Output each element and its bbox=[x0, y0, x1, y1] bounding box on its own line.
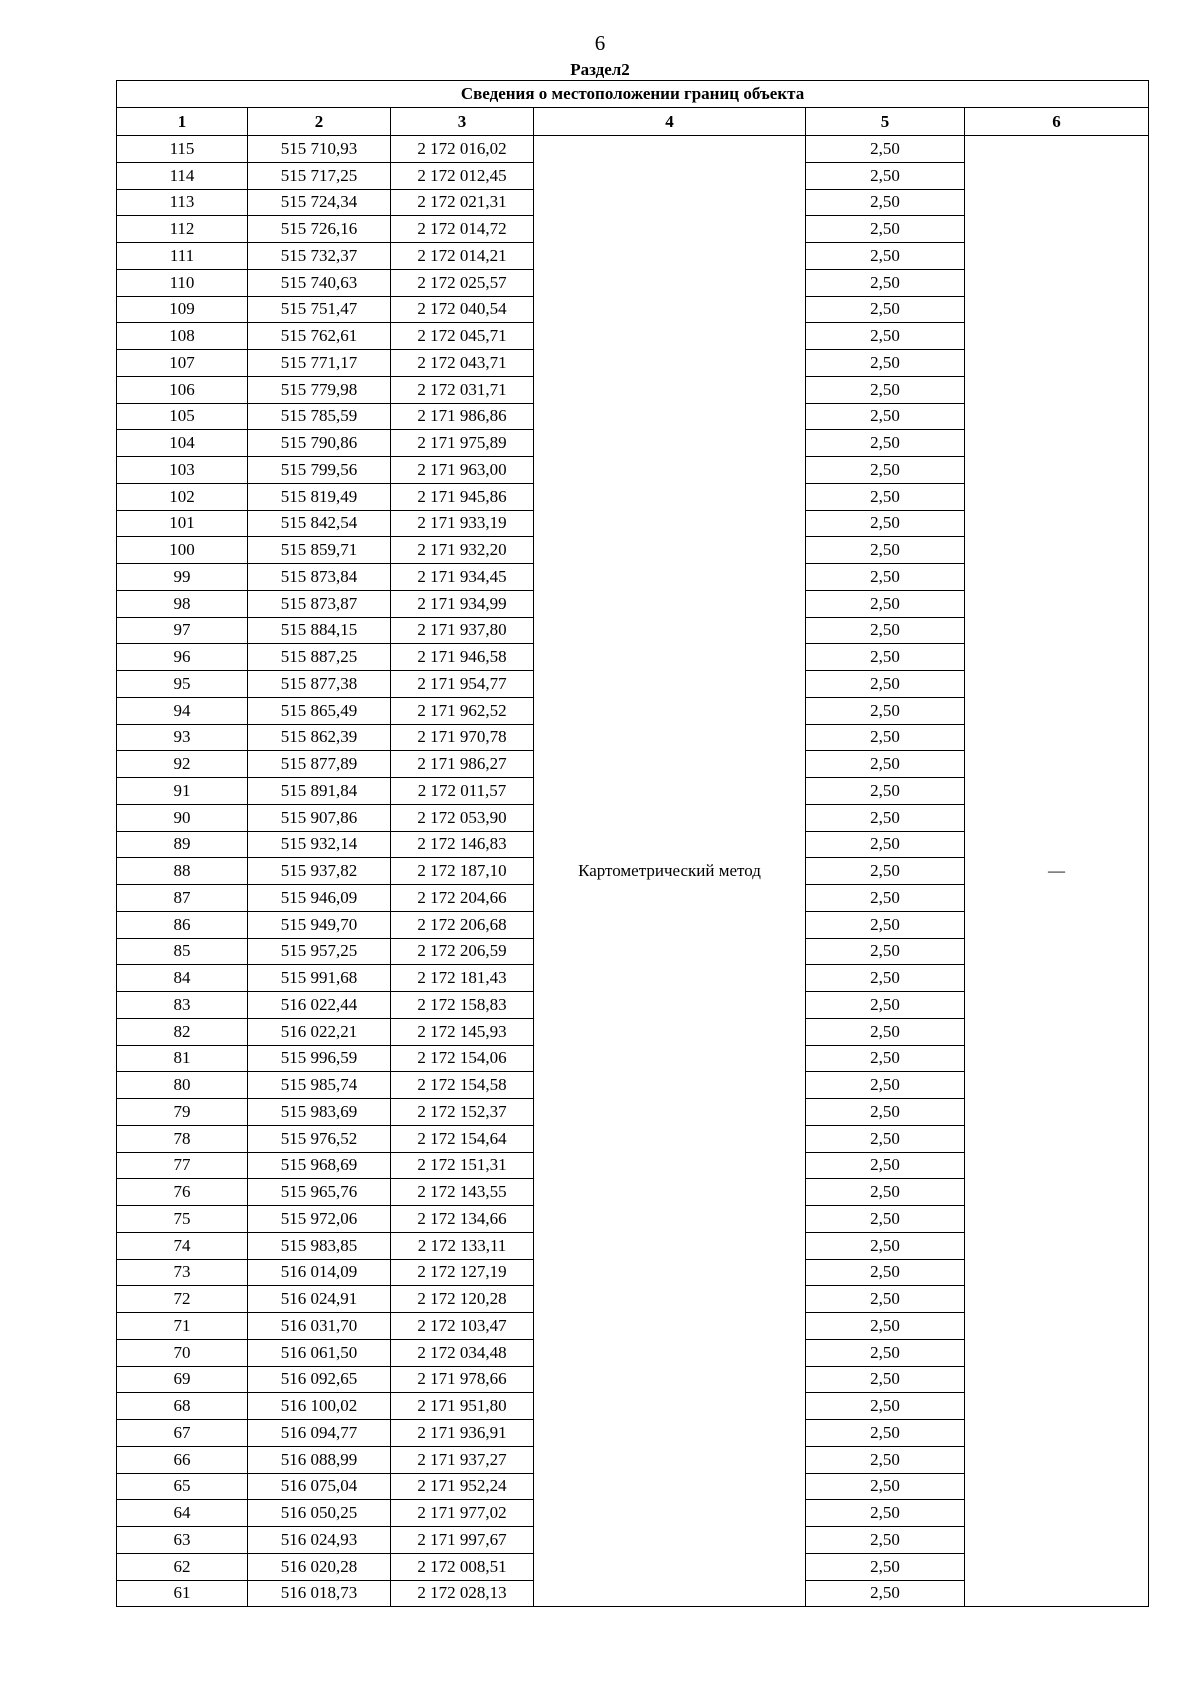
point-number-cell: 100 bbox=[117, 537, 248, 564]
point-number-cell: 88 bbox=[117, 858, 248, 885]
y-coordinate-cell: 2 172 145,93 bbox=[391, 1018, 534, 1045]
accuracy-cell: 2,50 bbox=[806, 269, 965, 296]
accuracy-cell: 2,50 bbox=[806, 1446, 965, 1473]
point-number-cell: 99 bbox=[117, 564, 248, 591]
accuracy-cell: 2,50 bbox=[806, 1366, 965, 1393]
y-coordinate-cell: 2 171 934,99 bbox=[391, 590, 534, 617]
x-coordinate-cell: 515 957,25 bbox=[248, 938, 391, 965]
point-number-cell: 87 bbox=[117, 885, 248, 912]
point-number-cell: 69 bbox=[117, 1366, 248, 1393]
x-coordinate-cell: 515 785,59 bbox=[248, 403, 391, 430]
x-coordinate-cell: 515 937,82 bbox=[248, 858, 391, 885]
accuracy-cell: 2,50 bbox=[806, 1313, 965, 1340]
x-coordinate-cell: 516 050,25 bbox=[248, 1500, 391, 1527]
point-number-cell: 113 bbox=[117, 189, 248, 216]
y-coordinate-cell: 2 171 937,80 bbox=[391, 617, 534, 644]
point-number-cell: 68 bbox=[117, 1393, 248, 1420]
accuracy-cell: 2,50 bbox=[806, 644, 965, 671]
y-coordinate-cell: 2 171 936,91 bbox=[391, 1420, 534, 1447]
y-coordinate-cell: 2 172 045,71 bbox=[391, 323, 534, 350]
y-coordinate-cell: 2 172 028,13 bbox=[391, 1580, 534, 1607]
y-coordinate-cell: 2 172 206,59 bbox=[391, 938, 534, 965]
y-coordinate-cell: 2 171 986,86 bbox=[391, 403, 534, 430]
point-number-cell: 67 bbox=[117, 1420, 248, 1447]
accuracy-cell: 2,50 bbox=[806, 911, 965, 938]
y-coordinate-cell: 2 171 962,52 bbox=[391, 697, 534, 724]
point-number-cell: 97 bbox=[117, 617, 248, 644]
page-number: 6 bbox=[594, 31, 606, 55]
y-coordinate-cell: 2 172 008,51 bbox=[391, 1553, 534, 1580]
column-header-5: 5 bbox=[806, 108, 965, 136]
y-coordinate-cell: 2 172 043,71 bbox=[391, 350, 534, 377]
point-number-cell: 63 bbox=[117, 1527, 248, 1554]
x-coordinate-cell: 515 891,84 bbox=[248, 778, 391, 805]
y-coordinate-cell: 2 171 977,02 bbox=[391, 1500, 534, 1527]
x-coordinate-cell: 516 075,04 bbox=[248, 1473, 391, 1500]
accuracy-cell: 2,50 bbox=[806, 189, 965, 216]
x-coordinate-cell: 516 018,73 bbox=[248, 1580, 391, 1607]
accuracy-cell: 2,50 bbox=[806, 617, 965, 644]
y-coordinate-cell: 2 172 204,66 bbox=[391, 885, 534, 912]
accuracy-cell: 2,50 bbox=[806, 992, 965, 1019]
accuracy-cell: 2,50 bbox=[806, 430, 965, 457]
point-number-cell: 103 bbox=[117, 457, 248, 484]
y-coordinate-cell: 2 172 011,57 bbox=[391, 778, 534, 805]
point-number-cell: 110 bbox=[117, 269, 248, 296]
point-number-cell: 94 bbox=[117, 697, 248, 724]
y-coordinate-cell: 2 172 181,43 bbox=[391, 965, 534, 992]
point-number-cell: 79 bbox=[117, 1099, 248, 1126]
point-number-cell: 114 bbox=[117, 162, 248, 189]
accuracy-cell: 2,50 bbox=[806, 350, 965, 377]
accuracy-cell: 2,50 bbox=[806, 1232, 965, 1259]
point-number-cell: 82 bbox=[117, 1018, 248, 1045]
accuracy-cell: 2,50 bbox=[806, 1072, 965, 1099]
accuracy-cell: 2,50 bbox=[806, 1473, 965, 1500]
accuracy-cell: 2,50 bbox=[806, 1580, 965, 1607]
accuracy-cell: 2,50 bbox=[806, 457, 965, 484]
x-coordinate-cell: 515 732,37 bbox=[248, 243, 391, 270]
point-number-cell: 111 bbox=[117, 243, 248, 270]
accuracy-cell: 2,50 bbox=[806, 243, 965, 270]
x-coordinate-cell: 515 779,98 bbox=[248, 376, 391, 403]
point-number-cell: 106 bbox=[117, 376, 248, 403]
accuracy-cell: 2,50 bbox=[806, 590, 965, 617]
point-number-cell: 75 bbox=[117, 1206, 248, 1233]
y-coordinate-cell: 2 171 952,24 bbox=[391, 1473, 534, 1500]
accuracy-cell: 2,50 bbox=[806, 885, 965, 912]
y-coordinate-cell: 2 172 053,90 bbox=[391, 804, 534, 831]
x-coordinate-cell: 515 983,85 bbox=[248, 1232, 391, 1259]
point-number-cell: 83 bbox=[117, 992, 248, 1019]
y-coordinate-cell: 2 172 034,48 bbox=[391, 1339, 534, 1366]
table-caption: Сведения о местоположении границ объекта bbox=[117, 81, 1149, 108]
accuracy-cell: 2,50 bbox=[806, 1179, 965, 1206]
y-coordinate-cell: 2 172 158,83 bbox=[391, 992, 534, 1019]
x-coordinate-cell: 515 965,76 bbox=[248, 1179, 391, 1206]
accuracy-cell: 2,50 bbox=[806, 778, 965, 805]
y-coordinate-cell: 2 172 206,68 bbox=[391, 911, 534, 938]
accuracy-cell: 2,50 bbox=[806, 1018, 965, 1045]
point-number-cell: 61 bbox=[117, 1580, 248, 1607]
accuracy-cell: 2,50 bbox=[806, 1125, 965, 1152]
x-coordinate-cell: 515 751,47 bbox=[248, 296, 391, 323]
accuracy-cell: 2,50 bbox=[806, 1099, 965, 1126]
y-coordinate-cell: 2 171 975,89 bbox=[391, 430, 534, 457]
x-coordinate-cell: 515 842,54 bbox=[248, 510, 391, 537]
y-coordinate-cell: 2 171 963,00 bbox=[391, 457, 534, 484]
x-coordinate-cell: 515 873,87 bbox=[248, 590, 391, 617]
point-number-cell: 66 bbox=[117, 1446, 248, 1473]
accuracy-cell: 2,50 bbox=[806, 1286, 965, 1313]
point-number-cell: 64 bbox=[117, 1500, 248, 1527]
accuracy-cell: 2,50 bbox=[806, 751, 965, 778]
x-coordinate-cell: 516 024,93 bbox=[248, 1527, 391, 1554]
x-coordinate-cell: 516 024,91 bbox=[248, 1286, 391, 1313]
x-coordinate-cell: 516 020,28 bbox=[248, 1553, 391, 1580]
x-coordinate-cell: 515 873,84 bbox=[248, 564, 391, 591]
column-header-3: 3 bbox=[391, 108, 534, 136]
x-coordinate-cell: 515 972,06 bbox=[248, 1206, 391, 1233]
point-number-cell: 81 bbox=[117, 1045, 248, 1072]
accuracy-cell: 2,50 bbox=[806, 376, 965, 403]
y-coordinate-cell: 2 172 025,57 bbox=[391, 269, 534, 296]
y-coordinate-cell: 2 171 933,19 bbox=[391, 510, 534, 537]
y-coordinate-cell: 2 172 021,31 bbox=[391, 189, 534, 216]
point-number-cell: 77 bbox=[117, 1152, 248, 1179]
y-coordinate-cell: 2 171 932,20 bbox=[391, 537, 534, 564]
column-header-2: 2 bbox=[248, 108, 391, 136]
x-coordinate-cell: 515 949,70 bbox=[248, 911, 391, 938]
point-number-cell: 71 bbox=[117, 1313, 248, 1340]
point-number-cell: 107 bbox=[117, 350, 248, 377]
x-coordinate-cell: 515 799,56 bbox=[248, 457, 391, 484]
x-coordinate-cell: 516 088,99 bbox=[248, 1446, 391, 1473]
point-number-cell: 74 bbox=[117, 1232, 248, 1259]
x-coordinate-cell: 515 740,63 bbox=[248, 269, 391, 296]
x-coordinate-cell: 515 991,68 bbox=[248, 965, 391, 992]
x-coordinate-cell: 516 014,09 bbox=[248, 1259, 391, 1286]
x-coordinate-cell: 515 859,71 bbox=[248, 537, 391, 564]
y-coordinate-cell: 2 171 934,45 bbox=[391, 564, 534, 591]
y-coordinate-cell: 2 172 040,54 bbox=[391, 296, 534, 323]
x-coordinate-cell: 515 724,34 bbox=[248, 189, 391, 216]
x-coordinate-cell: 516 094,77 bbox=[248, 1420, 391, 1447]
x-coordinate-cell: 515 771,17 bbox=[248, 350, 391, 377]
point-number-cell: 72 bbox=[117, 1286, 248, 1313]
point-number-cell: 108 bbox=[117, 323, 248, 350]
accuracy-cell: 2,50 bbox=[806, 1500, 965, 1527]
accuracy-cell: 2,50 bbox=[806, 136, 965, 163]
y-coordinate-cell: 2 172 120,28 bbox=[391, 1286, 534, 1313]
x-coordinate-cell: 515 790,86 bbox=[248, 430, 391, 457]
accuracy-cell: 2,50 bbox=[806, 1206, 965, 1233]
accuracy-cell: 2,50 bbox=[806, 1045, 965, 1072]
boundary-coordinates-table bbox=[116, 80, 1149, 1607]
accuracy-cell: 2,50 bbox=[806, 483, 965, 510]
point-number-cell: 95 bbox=[117, 671, 248, 698]
y-coordinate-cell: 2 171 951,80 bbox=[391, 1393, 534, 1420]
y-coordinate-cell: 2 172 154,58 bbox=[391, 1072, 534, 1099]
point-number-cell: 98 bbox=[117, 590, 248, 617]
point-number-cell: 91 bbox=[117, 778, 248, 805]
point-number-cell: 85 bbox=[117, 938, 248, 965]
point-number-cell: 70 bbox=[117, 1339, 248, 1366]
y-coordinate-cell: 2 171 997,67 bbox=[391, 1527, 534, 1554]
x-coordinate-cell: 516 100,02 bbox=[248, 1393, 391, 1420]
accuracy-cell: 2,50 bbox=[806, 1420, 965, 1447]
x-coordinate-cell: 515 946,09 bbox=[248, 885, 391, 912]
accuracy-cell: 2,50 bbox=[806, 162, 965, 189]
table-row bbox=[117, 136, 1149, 163]
accuracy-cell: 2,50 bbox=[806, 965, 965, 992]
accuracy-cell: 2,50 bbox=[806, 1339, 965, 1366]
point-number-cell: 65 bbox=[117, 1473, 248, 1500]
column-header-4: 4 bbox=[534, 108, 806, 136]
point-number-cell: 109 bbox=[117, 296, 248, 323]
x-coordinate-cell: 515 884,15 bbox=[248, 617, 391, 644]
y-coordinate-cell: 2 172 152,37 bbox=[391, 1099, 534, 1126]
x-coordinate-cell: 515 983,69 bbox=[248, 1099, 391, 1126]
x-coordinate-cell: 515 865,49 bbox=[248, 697, 391, 724]
x-coordinate-cell: 515 819,49 bbox=[248, 483, 391, 510]
point-number-cell: 104 bbox=[117, 430, 248, 457]
accuracy-cell: 2,50 bbox=[806, 1527, 965, 1554]
y-coordinate-cell: 2 172 146,83 bbox=[391, 831, 534, 858]
accuracy-cell: 2,50 bbox=[806, 564, 965, 591]
accuracy-cell: 2,50 bbox=[806, 804, 965, 831]
y-coordinate-cell: 2 172 154,06 bbox=[391, 1045, 534, 1072]
x-coordinate-cell: 515 717,25 bbox=[248, 162, 391, 189]
accuracy-cell: 2,50 bbox=[806, 938, 965, 965]
point-number-cell: 62 bbox=[117, 1553, 248, 1580]
point-number-cell: 93 bbox=[117, 724, 248, 751]
column-6-value-cell: — bbox=[965, 136, 1149, 1607]
accuracy-cell: 2,50 bbox=[806, 403, 965, 430]
x-coordinate-cell: 516 031,70 bbox=[248, 1313, 391, 1340]
y-coordinate-cell: 2 172 014,72 bbox=[391, 216, 534, 243]
x-coordinate-cell: 515 907,86 bbox=[248, 804, 391, 831]
accuracy-cell: 2,50 bbox=[806, 537, 965, 564]
x-coordinate-cell: 516 022,21 bbox=[248, 1018, 391, 1045]
accuracy-cell: 2,50 bbox=[806, 1393, 965, 1420]
accuracy-cell: 2,50 bbox=[806, 296, 965, 323]
x-coordinate-cell: 515 762,61 bbox=[248, 323, 391, 350]
x-coordinate-cell: 515 996,59 bbox=[248, 1045, 391, 1072]
y-coordinate-cell: 2 172 134,66 bbox=[391, 1206, 534, 1233]
x-coordinate-cell: 515 887,25 bbox=[248, 644, 391, 671]
y-coordinate-cell: 2 171 986,27 bbox=[391, 751, 534, 778]
accuracy-cell: 2,50 bbox=[806, 858, 965, 885]
method-cell: Картометрический метод bbox=[534, 136, 806, 1607]
column-header-1: 1 bbox=[117, 108, 248, 136]
y-coordinate-cell: 2 172 127,19 bbox=[391, 1259, 534, 1286]
y-coordinate-cell: 2 172 151,31 bbox=[391, 1152, 534, 1179]
accuracy-cell: 2,50 bbox=[806, 831, 965, 858]
x-coordinate-cell: 516 022,44 bbox=[248, 992, 391, 1019]
y-coordinate-cell: 2 172 133,11 bbox=[391, 1232, 534, 1259]
point-number-cell: 102 bbox=[117, 483, 248, 510]
point-number-cell: 73 bbox=[117, 1259, 248, 1286]
x-coordinate-cell: 515 976,52 bbox=[248, 1125, 391, 1152]
y-coordinate-cell: 2 171 946,58 bbox=[391, 644, 534, 671]
x-coordinate-cell: 515 932,14 bbox=[248, 831, 391, 858]
point-number-cell: 84 bbox=[117, 965, 248, 992]
point-number-cell: 86 bbox=[117, 911, 248, 938]
y-coordinate-cell: 2 172 143,55 bbox=[391, 1179, 534, 1206]
x-coordinate-cell: 515 877,89 bbox=[248, 751, 391, 778]
y-coordinate-cell: 2 171 954,77 bbox=[391, 671, 534, 698]
point-number-cell: 76 bbox=[117, 1179, 248, 1206]
y-coordinate-cell: 2 172 014,21 bbox=[391, 243, 534, 270]
y-coordinate-cell: 2 172 031,71 bbox=[391, 376, 534, 403]
x-coordinate-cell: 515 726,16 bbox=[248, 216, 391, 243]
x-coordinate-cell: 515 877,38 bbox=[248, 671, 391, 698]
section-title: Раздел2 bbox=[570, 60, 630, 79]
point-number-cell: 90 bbox=[117, 804, 248, 831]
point-number-cell: 96 bbox=[117, 644, 248, 671]
y-coordinate-cell: 2 172 154,64 bbox=[391, 1125, 534, 1152]
point-number-cell: 78 bbox=[117, 1125, 248, 1152]
x-coordinate-cell: 515 710,93 bbox=[248, 136, 391, 163]
point-number-cell: 92 bbox=[117, 751, 248, 778]
point-number-cell: 89 bbox=[117, 831, 248, 858]
accuracy-cell: 2,50 bbox=[806, 1259, 965, 1286]
x-coordinate-cell: 515 985,74 bbox=[248, 1072, 391, 1099]
accuracy-cell: 2,50 bbox=[806, 724, 965, 751]
accuracy-cell: 2,50 bbox=[806, 697, 965, 724]
accuracy-cell: 2,50 bbox=[806, 1152, 965, 1179]
x-coordinate-cell: 516 061,50 bbox=[248, 1339, 391, 1366]
y-coordinate-cell: 2 172 187,10 bbox=[391, 858, 534, 885]
x-coordinate-cell: 515 968,69 bbox=[248, 1152, 391, 1179]
y-coordinate-cell: 2 171 978,66 bbox=[391, 1366, 534, 1393]
y-coordinate-cell: 2 172 103,47 bbox=[391, 1313, 534, 1340]
x-coordinate-cell: 516 092,65 bbox=[248, 1366, 391, 1393]
point-number-cell: 112 bbox=[117, 216, 248, 243]
y-coordinate-cell: 2 171 970,78 bbox=[391, 724, 534, 751]
accuracy-cell: 2,50 bbox=[806, 323, 965, 350]
point-number-cell: 105 bbox=[117, 403, 248, 430]
accuracy-cell: 2,50 bbox=[806, 216, 965, 243]
y-coordinate-cell: 2 172 016,02 bbox=[391, 136, 534, 163]
accuracy-cell: 2,50 bbox=[806, 510, 965, 537]
point-number-cell: 101 bbox=[117, 510, 248, 537]
x-coordinate-cell: 515 862,39 bbox=[248, 724, 391, 751]
point-number-cell: 115 bbox=[117, 136, 248, 163]
column-header-6: 6 bbox=[965, 108, 1149, 136]
y-coordinate-cell: 2 172 012,45 bbox=[391, 162, 534, 189]
y-coordinate-cell: 2 171 945,86 bbox=[391, 483, 534, 510]
y-coordinate-cell: 2 171 937,27 bbox=[391, 1446, 534, 1473]
accuracy-cell: 2,50 bbox=[806, 671, 965, 698]
point-number-cell: 80 bbox=[117, 1072, 248, 1099]
accuracy-cell: 2,50 bbox=[806, 1553, 965, 1580]
